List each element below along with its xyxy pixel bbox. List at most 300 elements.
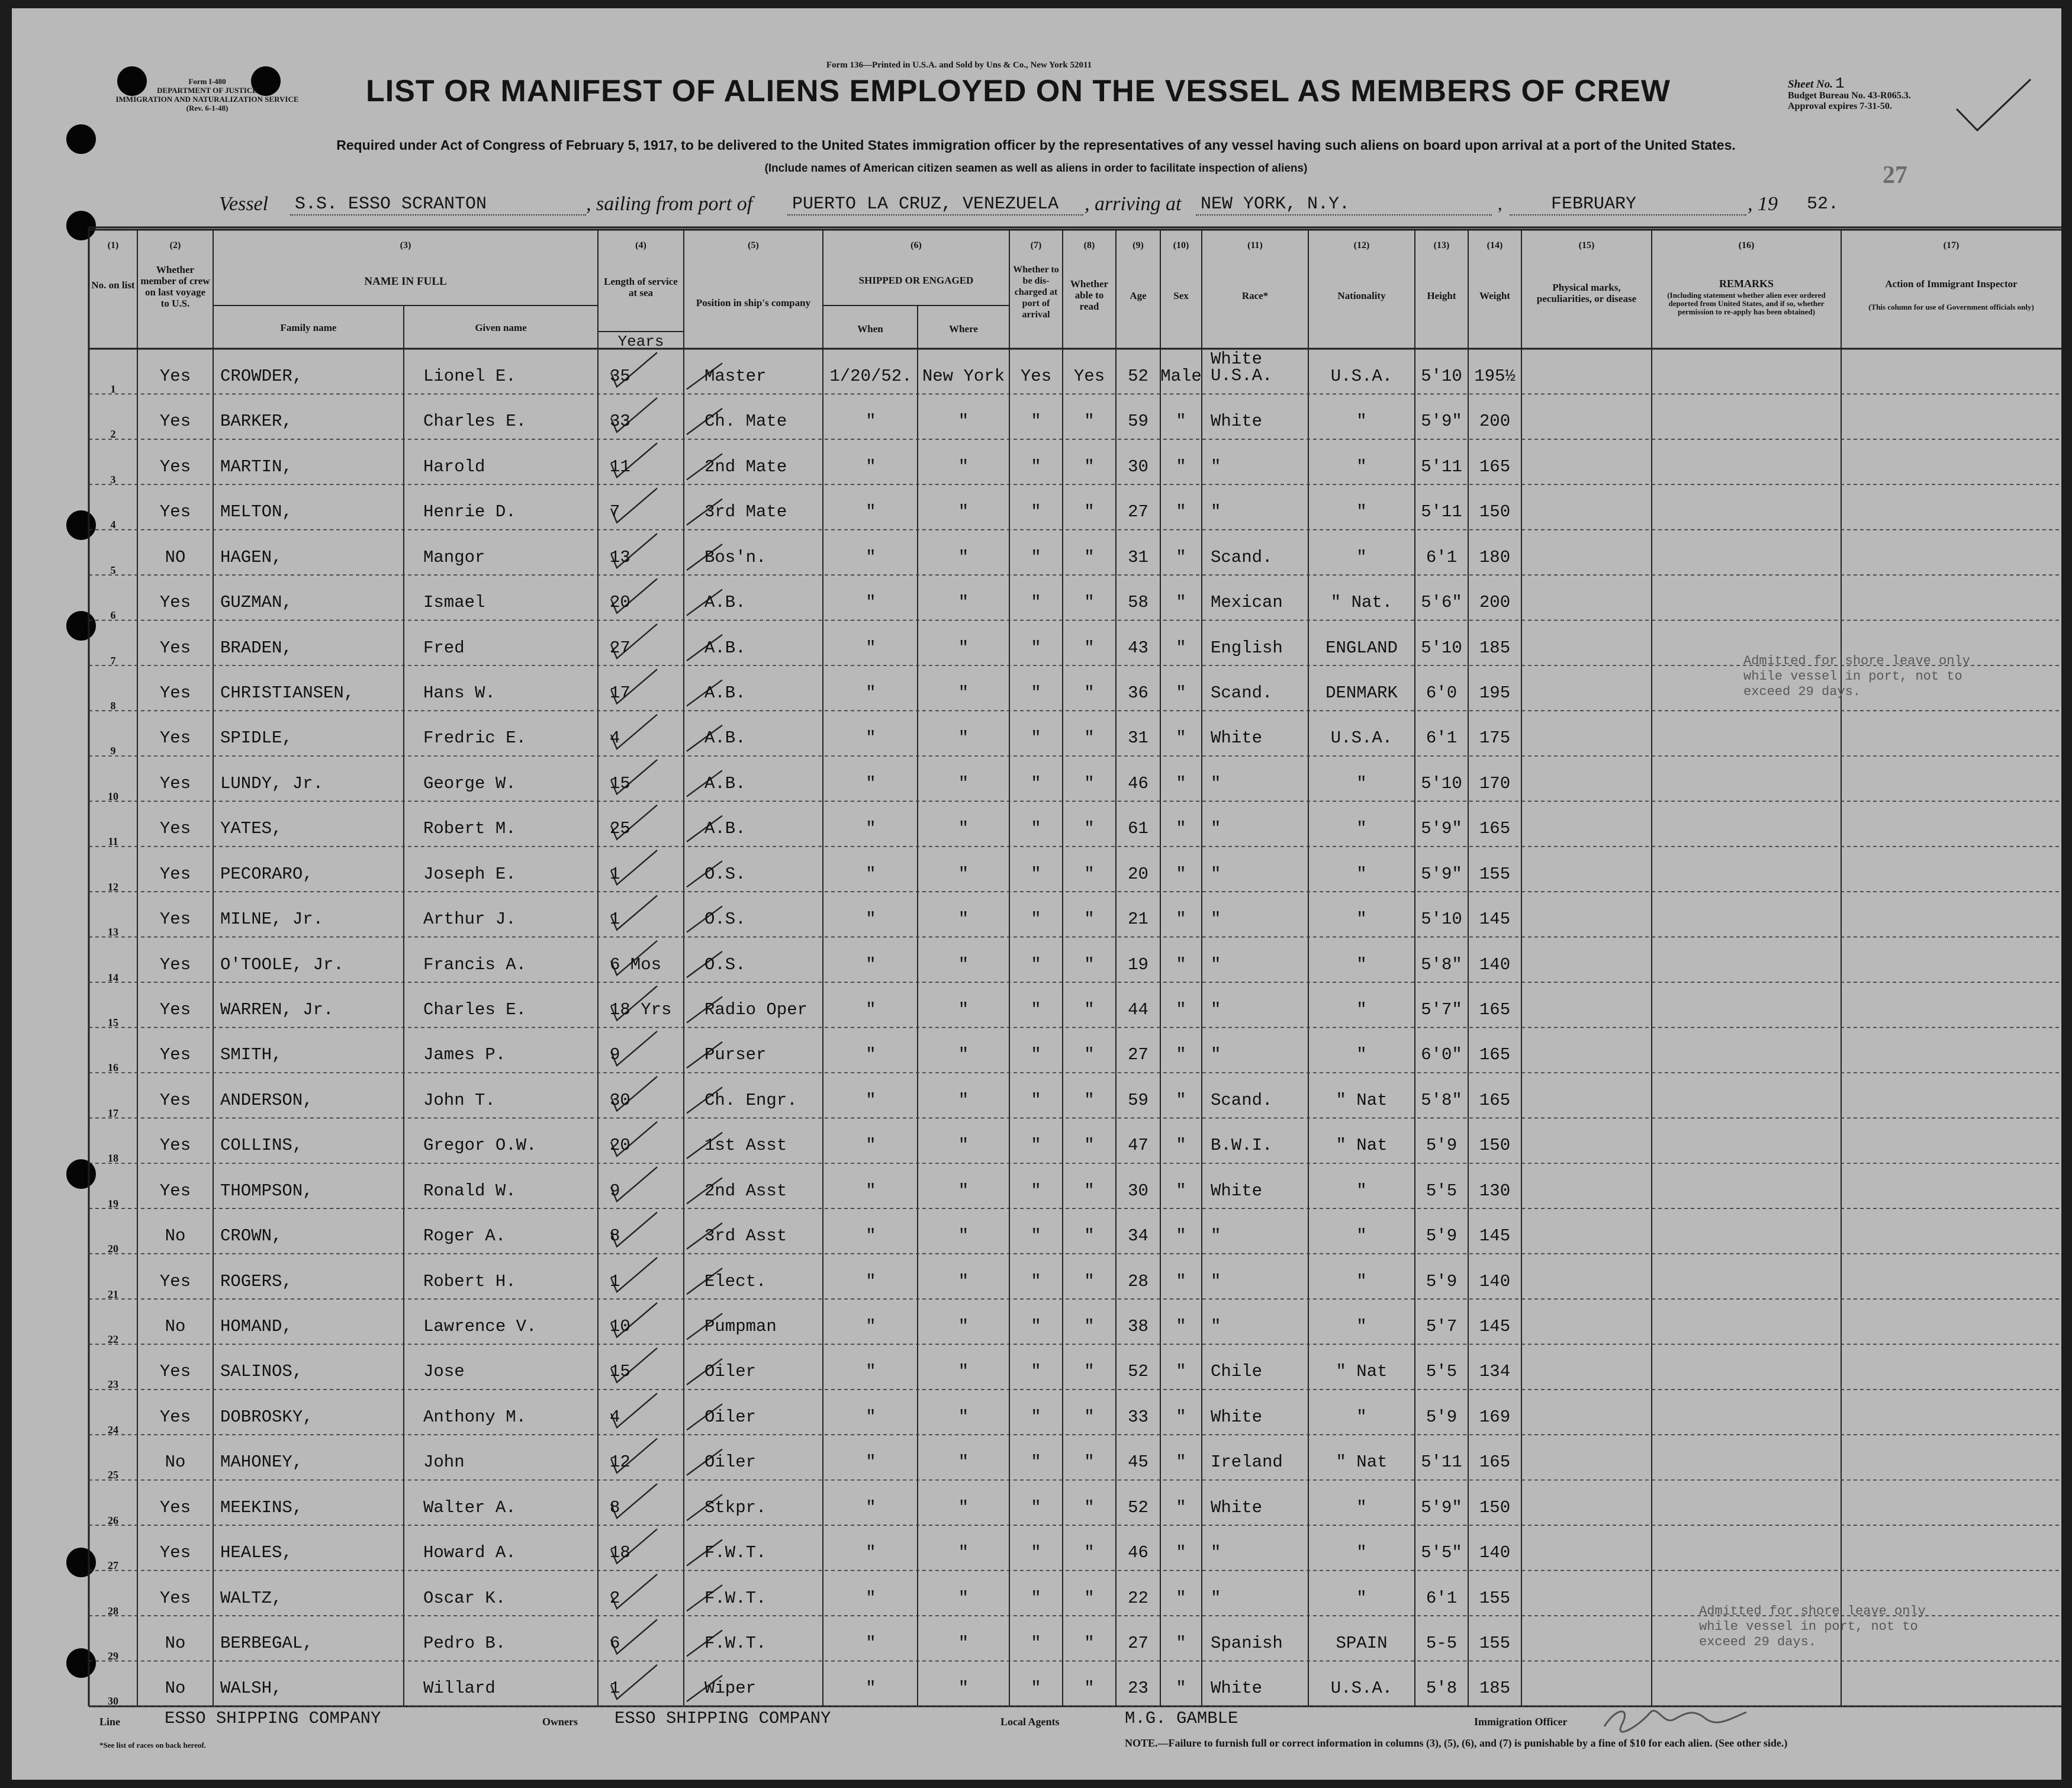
stamp-line: Admitted for shore leave only — [1699, 1604, 1926, 1619]
cell-no: 7 — [110, 654, 116, 667]
cell-height: 5'8 — [1426, 1678, 1458, 1699]
cell-where: " — [958, 909, 969, 930]
cell-given: Pedro B. — [423, 1633, 506, 1654]
cell-when: " — [866, 1317, 876, 1337]
cell-height: 6'0 — [1426, 683, 1458, 703]
cell-disch: " — [1031, 1543, 1041, 1563]
cell-no: 23 — [108, 1378, 118, 1391]
cell-service: 6 — [610, 1633, 620, 1654]
cell-sex: " — [1176, 1271, 1186, 1291]
cell-weight: 165 — [1479, 1000, 1511, 1020]
cell-disch: " — [1031, 1090, 1041, 1110]
cell-where: " — [958, 1136, 969, 1156]
cell-disch: " — [1031, 1588, 1041, 1608]
cell-height: 5'10 — [1421, 366, 1462, 386]
cell-where: " — [958, 1407, 969, 1427]
dept-form-number: Form I-480 — [188, 77, 226, 86]
cell-given: Joseph E. — [423, 864, 516, 884]
cell-nat: " — [1356, 456, 1367, 477]
cell-weight: 140 — [1479, 954, 1511, 975]
cell-when: " — [866, 1226, 876, 1246]
cell-sex: " — [1176, 1588, 1186, 1608]
cell-last: Yes — [159, 456, 191, 477]
cell-nat: " — [1356, 1497, 1367, 1517]
cell-given: Fred — [423, 638, 465, 658]
cell-when: " — [866, 864, 876, 884]
cell-race: " — [1211, 1045, 1221, 1065]
cell-given: Arthur J. — [423, 909, 516, 930]
cell-service: 13 — [610, 547, 630, 567]
cell-read: " — [1084, 1271, 1095, 1291]
cell-family: HEALES, — [220, 1543, 292, 1563]
given-name-header: Given name — [475, 322, 527, 333]
cell-read: " — [1084, 1633, 1095, 1654]
cell-weight: 150 — [1479, 1497, 1511, 1517]
cell-age: 27 — [1128, 502, 1148, 522]
cell-disch: " — [1031, 1362, 1041, 1382]
cell-read: " — [1084, 819, 1095, 839]
where-header: Where — [949, 323, 978, 335]
cell-family: SMITH, — [220, 1045, 282, 1065]
cell-sex: " — [1176, 1497, 1186, 1517]
cell-read: " — [1084, 954, 1095, 975]
cell-given: Oscar K. — [423, 1588, 506, 1608]
cell-service: 9 — [610, 1045, 620, 1065]
cell-no: 22 — [108, 1333, 118, 1346]
cell-last: Yes — [159, 1136, 191, 1156]
cell-nat: " — [1356, 1000, 1367, 1020]
cell-family: CROWN, — [220, 1226, 282, 1246]
cell-race: English — [1211, 638, 1283, 658]
cell-weight: 185 — [1479, 1678, 1511, 1699]
cell-when: " — [866, 1045, 876, 1065]
cell-weight: 155 — [1479, 1588, 1511, 1608]
col-17-subheader: (This column for use of Government officials only) — [1868, 303, 2034, 311]
cell-when: " — [866, 909, 876, 930]
cell-age: 30 — [1128, 1181, 1148, 1201]
cell-family: YATES, — [220, 819, 282, 839]
cell-family: O'TOOLE, Jr. — [220, 954, 344, 975]
cell-read: " — [1084, 456, 1095, 477]
cell-race: " — [1211, 864, 1221, 884]
cell-last: Yes — [159, 1181, 191, 1201]
cell-last: Yes — [159, 411, 191, 432]
cell-disch: " — [1031, 1181, 1041, 1201]
cell-no: 29 — [108, 1650, 118, 1662]
cell-weight: 180 — [1479, 547, 1511, 567]
col-14-header: Weight — [1479, 290, 1510, 301]
cell-nat: " Nat — [1336, 1090, 1388, 1110]
cell-where: New York — [922, 366, 1005, 386]
cell-race: " — [1211, 456, 1221, 477]
cell-sex: " — [1176, 593, 1186, 613]
cell-height: 5'9 — [1426, 1226, 1458, 1246]
cell-when: " — [866, 773, 876, 793]
cell-nat: " — [1356, 1045, 1367, 1065]
cell-age: 46 — [1128, 1543, 1148, 1563]
cell-when: " — [866, 1543, 876, 1563]
cell-age: 22 — [1128, 1588, 1148, 1608]
cell-nat: " — [1356, 1543, 1367, 1563]
cell-family: ROGERS, — [220, 1271, 292, 1291]
cell-given: Francis A. — [423, 954, 527, 975]
cell-nat: " — [1356, 1317, 1367, 1337]
cell-nat: " — [1356, 954, 1367, 975]
cell-no: 9 — [110, 745, 116, 757]
cell-sex: " — [1176, 1452, 1186, 1472]
cell-family: MELTON, — [220, 502, 292, 522]
cell-no: 12 — [108, 880, 118, 893]
cell-family: PECORARO, — [220, 864, 313, 884]
cell-given: Jose — [423, 1362, 465, 1382]
cell-no: 30 — [108, 1695, 118, 1707]
cell-service: 1 — [610, 1271, 620, 1291]
cell-no: 27 — [108, 1559, 118, 1572]
cell-position: A.B. — [704, 773, 746, 793]
cell-service: 10 — [610, 1317, 630, 1337]
cell-where: " — [958, 1633, 969, 1654]
cell-when: " — [866, 1407, 876, 1427]
col-12-header: Nationality — [1337, 290, 1386, 301]
cell-no: 24 — [108, 1423, 118, 1436]
when-header: When — [857, 323, 883, 335]
cell-no: 5 — [110, 564, 116, 576]
cell-no: 18 — [108, 1152, 118, 1165]
cell-weight: 165 — [1479, 1045, 1511, 1065]
cell-read: " — [1084, 1090, 1095, 1110]
cell-read: " — [1084, 1678, 1095, 1699]
cell-service: 33 — [610, 411, 630, 432]
cell-where: " — [958, 1181, 969, 1201]
approval-expiry: Approval expires 7-31-50. — [1788, 101, 1892, 111]
cell-family: MARTIN, — [220, 456, 292, 477]
cell-nat: " — [1356, 1588, 1367, 1608]
cell-age: 44 — [1128, 1000, 1148, 1020]
cell-no: 17 — [108, 1107, 118, 1119]
cell-last: Yes — [159, 1045, 191, 1065]
cell-position: 2nd Asst — [704, 1181, 787, 1201]
cell-height: 5'7" — [1421, 1000, 1462, 1020]
cell-sex: " — [1176, 1045, 1186, 1065]
cell-last: No — [165, 1317, 186, 1337]
cell-race: Scand. — [1211, 683, 1273, 703]
cell-service: 35 — [610, 366, 630, 386]
officer-signature — [1598, 1702, 1752, 1737]
cell-race: " — [1211, 1000, 1221, 1020]
cell-height: 5'10 — [1421, 773, 1462, 793]
cell-service: 1 — [610, 909, 620, 930]
manifest-sheet: Form I-480 DEPARTMENT OF JUSTICE IMMIGRATION AND NATURALIZATION SERVICE (Rev. 6-1-48) Form 136—Printed in U.S.A. and Sold by Uns & Co., New York 52011 LIST OR MANIFEST OF ALIENS EMPLOYED ON THE VESSEL AS MEMBERS OF CREW Sheet No. 1 Budget Bureau No. 43-R065.3. Approval expires 7-31-50. Required under Act of Congress of February 5, 1917, to be delivered to the United States immigration officer by the representatives of any vessel having such aliens on board upon arrival at a port of the United States. (Include names of American citizen seamen as well as aliens in order to facilitate inspection of aliens) Vessel S.S. ESSO SCRANTON , sailing from port of PUERTO LA CRUZ, VENEZUELA , arriving at NEW YORK, N.Y. , FEBRUARY , 19 52. 27 (1) No. on list (2) Whether member of crew on last voyage to U.S. (3) NAME IN FULL Family name Given name (4) Length of service at sea Years (5) Position in ship's company (6) SHIPPED OR ENGAGED When Where (7) Whether to be dis-charged at port of arrival (8) Whether able to read (9) Age (10) Sex (11) Race* (12) Nationality (13) Height (14) Weight (15) Physical marks, peculiarities, or disease (16) REMARKS (Including statement whether alien ever ordered deported from United States, and if so, whether permission to re-apply has been obtained) (17) Action of Immigrant Inspector (This column for use of Government officials only) 1 Yes CROWDER, Lionel E. 35 Master 1/20/52. New York Yes Yes 52 Male White U.S.A. U.S.A. 5'10 195½ 2 Yes BARKER, Charles E. 33 Ch. Mate " " " " 59 " White " 5'9" 200 3 Yes MARTIN, Harold 11 2nd Mate " " " " 30 " " " 5'11 165 4 Yes MELTON, Henrie D. 7 3rd Mate " " " " 27 " " " 5'11 150 5 NO HAGEN, Mangor 13 Bos'n. " " " " 31 " Scand. " 6'1 180 6 Yes GUZMAN, Ismael 20 A.B. " " " " 58 " Mexican " Nat. 5'6" 200 7 Yes BRADEN, Fred 27 A.B. " " " " 43 " English ENGLAND 5'10 185 8 Yes CHRISTIANSEN, Hans W. 17 A.B. " " " " 36 " Scand. DENMARK 6'0 195 9 Yes SPIDLE, Fredric E. 4 A.B. " " " " 31 " White U.S.A. 6'1 175 10 Yes LUNDY, Jr. George W. 15 A.B. " " " " 46 " " " 5'10 170 11 Yes YATES, Robert M. 25 A.B. " " " " 61 " " " 5'9" 165 12 Yes PECORARO, Joseph E. 1 O.S. " " " " 20 " " " 5'9" 155 13 Yes MILNE, Jr. Arthur J. 1 O.S. " " " " 21 " " " 5'10 145 14 Yes O'TOOLE, Jr. Francis A. 6 Mos O.S. " " " " 19 " " " 5'8" 140 15 Yes WARREN, Jr. Charles E. 18 Yrs Radio Oper " " " " 44 " " " 5'7" 165 16 Yes SMITH, James P. 9 Purser " " " " 27 " " " 6'0" 165 17 Yes ANDERSON, John T. 30 Ch. Engr. " " " " 59 " Scand. " Nat 5'8" 165 18 Yes COLLINS, Gregor O.W. 20 1st Asst " " " " 47 " B.W.I. " Nat 5'9 150 19 Yes THOMPSON, Ronald W. 9 2nd Asst " " " " 30 " White " 5'5 130 20 No CROWN, Roger A. 8 3rd Asst " " " " 34 " " " 5'9 145 21 Yes ROGERS, Robert H. 1 Elect. " " " " 28 " " " 5'9 140 22 No HOMAND, Lawrence V. 10 Pumpman " " " " 38 " " " 5'7 145 23 Yes SALINOS, Jose 15 Oiler " " " " 52 " Chile " Nat 5'5 134 24 Yes DOBROSKY, Anthony M. 4 Oiler " " " " 33 " White " 5'9 169 25 No MAHONEY, John 12 Oiler " " " " 45 " Ireland " Nat 5'11 165 26 Yes MEEKINS, Walter A. 8 Stkpr. " " " " 52 " White " 5'9" 150 27 Yes HEALES, Howard A. 18 F.W.T. " " " " 46 " " " 5'5" 140 28 Yes WALTZ, Oscar K. 2 F.W.T. " " " " 22 " " " 6'1 155 29 No BERBEGAL, Pedro B. 6 F.W.T. " " " " 27 " Spanish SPAIN 5-5 155 30 No WALSH, Willard 1 Wiper " " " " 23 " White U.S.A. 5'8 185 Admitted for shore leave only while vessel in port, not to exceed 29 days. Admitted for shore leave only while vessel in port, not to exceed 29 days. Line ESSO SHIPPING COMPANY Owners ESSO SHIPPING COMPANY Local Agents M.G. GAMBLE Immigration Officer *See list of races on back hereof. NOTE.—Failure to furnish full or correct information in columns (3), (5), (6), and (7) is punishable by a fine of $10 for each alien. (See other side.) — [12, 8, 2061, 1780]
cell-no: 26 — [108, 1514, 118, 1526]
cell-family: BRADEN, — [220, 638, 292, 658]
cell-height: 5'9" — [1421, 411, 1462, 432]
cell-when: " — [866, 547, 876, 567]
cell-sex: " — [1176, 864, 1186, 884]
cell-no: 13 — [108, 926, 118, 938]
cell-where: " — [958, 1678, 969, 1699]
cell-nat: U.S.A. — [1330, 366, 1393, 386]
cell-height: 5'5 — [1426, 1362, 1458, 1382]
cell-service: 1 — [610, 864, 620, 884]
vessel-name: S.S. ESSO SCRANTON — [295, 194, 487, 214]
cell-disch: " — [1031, 819, 1041, 839]
cell-given: Roger A. — [423, 1226, 506, 1246]
cell-nat: ENGLAND — [1325, 638, 1398, 658]
col-15-header: Physical marks, peculiarities, or disease — [1536, 282, 1637, 304]
cell-when: " — [866, 1633, 876, 1654]
cell-sex: " — [1176, 1633, 1186, 1654]
cell-last: Yes — [159, 1543, 191, 1563]
cell-when: " — [866, 1136, 876, 1156]
cell-disch: " — [1031, 773, 1041, 793]
cell-weight: 130 — [1479, 1181, 1511, 1201]
cell-service: 25 — [610, 819, 630, 839]
cell-weight: 200 — [1479, 593, 1511, 613]
cell-nat: " Nat. — [1330, 593, 1393, 613]
cell-family: BARKER, — [220, 411, 292, 432]
cell-read: " — [1084, 411, 1095, 432]
cell-position: F.W.T. — [704, 1543, 767, 1563]
cell-read: " — [1084, 909, 1095, 930]
cell-given: Ismael — [423, 593, 485, 613]
col-12-number: (12) — [1353, 240, 1370, 250]
years-unit: Years — [617, 333, 664, 350]
col-5-number: (5) — [748, 240, 759, 250]
cell-family: MEEKINS, — [220, 1497, 303, 1517]
cell-age: 20 — [1128, 864, 1148, 884]
cell-race: " — [1211, 1588, 1221, 1608]
cell-when: " — [866, 411, 876, 432]
cell-position: A.B. — [704, 593, 746, 613]
cell-sex: " — [1176, 773, 1186, 793]
cell-service: 15 — [610, 773, 630, 793]
cell-given: Gregor O.W. — [423, 1136, 537, 1156]
cell-when: 1/20/52. — [829, 366, 912, 386]
cell-nat: " — [1356, 1271, 1367, 1291]
cell-family: LUNDY, Jr. — [220, 773, 324, 793]
cell-nat: " — [1356, 1407, 1367, 1427]
cell-where: " — [958, 1362, 969, 1382]
cell-where: " — [958, 1317, 969, 1337]
sheet-label: Sheet No. — [1788, 78, 1833, 91]
cell-where: " — [958, 411, 969, 432]
cell-last: NO — [165, 547, 186, 567]
cell-age: 21 — [1128, 909, 1148, 930]
cell-when: " — [866, 1090, 876, 1110]
cell-last: Yes — [159, 683, 191, 703]
cell-family: SALINOS, — [220, 1362, 303, 1382]
cell-height: 6'0" — [1421, 1045, 1462, 1065]
cell-height: 5'9 — [1426, 1407, 1458, 1427]
col-1-number: (1) — [107, 240, 119, 250]
cell-last: Yes — [159, 366, 191, 386]
cell-read: " — [1084, 683, 1095, 703]
cell-disch: " — [1031, 456, 1041, 477]
cell-service: 9 — [610, 1181, 620, 1201]
cell-age: 59 — [1128, 1090, 1148, 1110]
cell-where: " — [958, 1271, 969, 1291]
cell-disch: " — [1031, 1226, 1041, 1246]
cell-age: 30 — [1128, 456, 1148, 477]
shore-leave-stamp — [1743, 654, 1970, 700]
cell-when: " — [866, 1497, 876, 1517]
cell-given: Henrie D. — [423, 502, 516, 522]
cell-disch: " — [1031, 1271, 1041, 1291]
cell-age: 59 — [1128, 411, 1148, 432]
cell-given: Lionel E. — [423, 366, 516, 386]
cell-weight: 165 — [1479, 456, 1511, 477]
cell-last: Yes — [159, 638, 191, 658]
cell-service: 15 — [610, 1362, 630, 1382]
cell-family: ANDERSON, — [220, 1090, 313, 1110]
cell-where: " — [958, 638, 969, 658]
cell-no: 16 — [108, 1062, 118, 1074]
cell-read: Yes — [1073, 366, 1105, 386]
cell-nat: " Nat — [1336, 1452, 1388, 1472]
cell-race: White — [1211, 411, 1263, 432]
cell-disch: " — [1031, 593, 1041, 613]
cell-height: 5'9 — [1426, 1136, 1458, 1156]
cell-nat: " — [1356, 547, 1367, 567]
cell-service: 18 Yrs — [610, 1000, 672, 1020]
cell-age: 52 — [1128, 1497, 1148, 1517]
cell-service: 2 — [610, 1588, 620, 1608]
cell-read: " — [1084, 1000, 1095, 1020]
cell-read: " — [1084, 1362, 1095, 1382]
cell-height: 5'9" — [1421, 1497, 1462, 1517]
cell-sex: " — [1176, 683, 1186, 703]
cell-service: 6 Mos — [610, 954, 662, 975]
cell-race: B.W.I. — [1211, 1136, 1273, 1156]
cell-sex: " — [1176, 819, 1186, 839]
cell-weight: 134 — [1479, 1362, 1511, 1382]
cell-where: " — [958, 1588, 969, 1608]
cell-age: 43 — [1128, 638, 1148, 658]
form-title: LIST OR MANIFEST OF ALIENS EMPLOYED ON THE VESSEL AS MEMBERS OF CREW — [366, 74, 1671, 108]
cell-position: Bos'n. — [704, 547, 767, 567]
cell-age: 36 — [1128, 683, 1148, 703]
cell-where: " — [958, 1452, 969, 1472]
cell-weight: 175 — [1479, 728, 1511, 748]
shore-leave-stamp — [1699, 1604, 1926, 1650]
cell-no: 8 — [110, 700, 116, 712]
cell-disch: " — [1031, 1136, 1041, 1156]
cell-age: 33 — [1128, 1407, 1148, 1427]
col-13-header: Height — [1427, 290, 1456, 301]
cell-when: " — [866, 1181, 876, 1201]
cell-last: Yes — [159, 819, 191, 839]
cell-age: 46 — [1128, 773, 1148, 793]
cell-weight: 200 — [1479, 411, 1511, 432]
cell-no: 2 — [110, 428, 116, 440]
cell-sex: " — [1176, 638, 1186, 658]
cell-when: " — [866, 1588, 876, 1608]
cell-sex: " — [1176, 502, 1186, 522]
cell-where: " — [958, 864, 969, 884]
col-3-number: (3) — [400, 240, 411, 250]
col-1-header: No. on list — [91, 279, 135, 291]
port-from: PUERTO LA CRUZ, VENEZUELA — [792, 194, 1059, 214]
cell-family: THOMPSON, — [220, 1181, 313, 1201]
cell-age: 61 — [1128, 819, 1148, 839]
cell-service: 4 — [610, 1407, 620, 1427]
cell-height: 5'5 — [1426, 1181, 1458, 1201]
cell-family: MILNE, Jr. — [220, 909, 324, 930]
cell-when: " — [866, 954, 876, 975]
cell-sex: " — [1176, 1181, 1186, 1201]
cell-disch: " — [1031, 1678, 1041, 1699]
races-note: *See list of races on back hereof. — [99, 1741, 206, 1750]
cell-read: " — [1084, 1317, 1095, 1337]
cell-position: Oiler — [704, 1407, 757, 1427]
cell-age: 58 — [1128, 593, 1148, 613]
cell-height: 5'11 — [1421, 502, 1462, 522]
cell-where: " — [958, 1045, 969, 1065]
col-4-header: Length of service at sea — [604, 276, 678, 298]
cell-last: Yes — [159, 773, 191, 793]
cell-weight: 140 — [1479, 1543, 1511, 1563]
cell-disch: " — [1031, 683, 1041, 703]
cell-family: HAGEN, — [220, 547, 282, 567]
form-subnote: (Include names of American citizen seamen as well as aliens in order to facilitate inspection of aliens) — [764, 162, 1308, 175]
cell-nat: U.S.A. — [1330, 1678, 1393, 1699]
cell-read: " — [1084, 1226, 1095, 1246]
cell-height: 5'6" — [1421, 593, 1462, 613]
cell-race: " — [1211, 1317, 1221, 1337]
cell-when: " — [866, 1362, 876, 1382]
budget-number: Budget Bureau No. 43-R065.3. — [1788, 91, 1911, 101]
col-11-header: Race* — [1241, 290, 1269, 301]
cell-given: Hans W. — [423, 683, 496, 703]
cell-weight: 185 — [1479, 638, 1511, 658]
cell-weight: 165 — [1479, 1090, 1511, 1110]
cell-race: White — [1211, 728, 1263, 748]
cell-position: 3rd Asst — [704, 1226, 787, 1246]
cell-where: " — [958, 683, 969, 703]
cell-height: 5'11 — [1421, 1452, 1462, 1472]
cell-weight: 165 — [1479, 819, 1511, 839]
cell-race: " — [1211, 502, 1221, 522]
col-17-header: Action of Immigrant Inspector — [1885, 278, 2018, 290]
cell-sex: " — [1176, 1136, 1186, 1156]
cell-last: No — [165, 1452, 186, 1472]
cell-where: " — [958, 502, 969, 522]
cell-height: 5'8" — [1421, 1090, 1462, 1110]
cell-height: 5'11 — [1421, 456, 1462, 477]
cell-read: " — [1084, 502, 1095, 522]
cell-read: " — [1084, 1452, 1095, 1472]
cell-position: Pumpman — [704, 1317, 777, 1337]
cell-disch: " — [1031, 909, 1041, 930]
cell-where: " — [958, 1000, 969, 1020]
cell-given: Ronald W. — [423, 1181, 516, 1201]
cell-where: " — [958, 1226, 969, 1246]
cell-disch: " — [1031, 1407, 1041, 1427]
cell-family: WALTZ, — [220, 1588, 282, 1608]
cell-age: 28 — [1128, 1271, 1148, 1291]
cell-age: 31 — [1128, 547, 1148, 567]
cell-disch: " — [1031, 1633, 1041, 1654]
cell-read: " — [1084, 728, 1095, 748]
cell-family: COLLINS, — [220, 1136, 303, 1156]
cell-nat: " — [1356, 773, 1367, 793]
cell-sex: " — [1176, 728, 1186, 748]
cell-service: 4 — [610, 728, 620, 748]
cell-sex: " — [1176, 1226, 1186, 1246]
owners-label: Owners — [542, 1716, 578, 1728]
cell-age: 23 — [1128, 1678, 1148, 1699]
year-prefix: , 19 — [1748, 193, 1778, 215]
